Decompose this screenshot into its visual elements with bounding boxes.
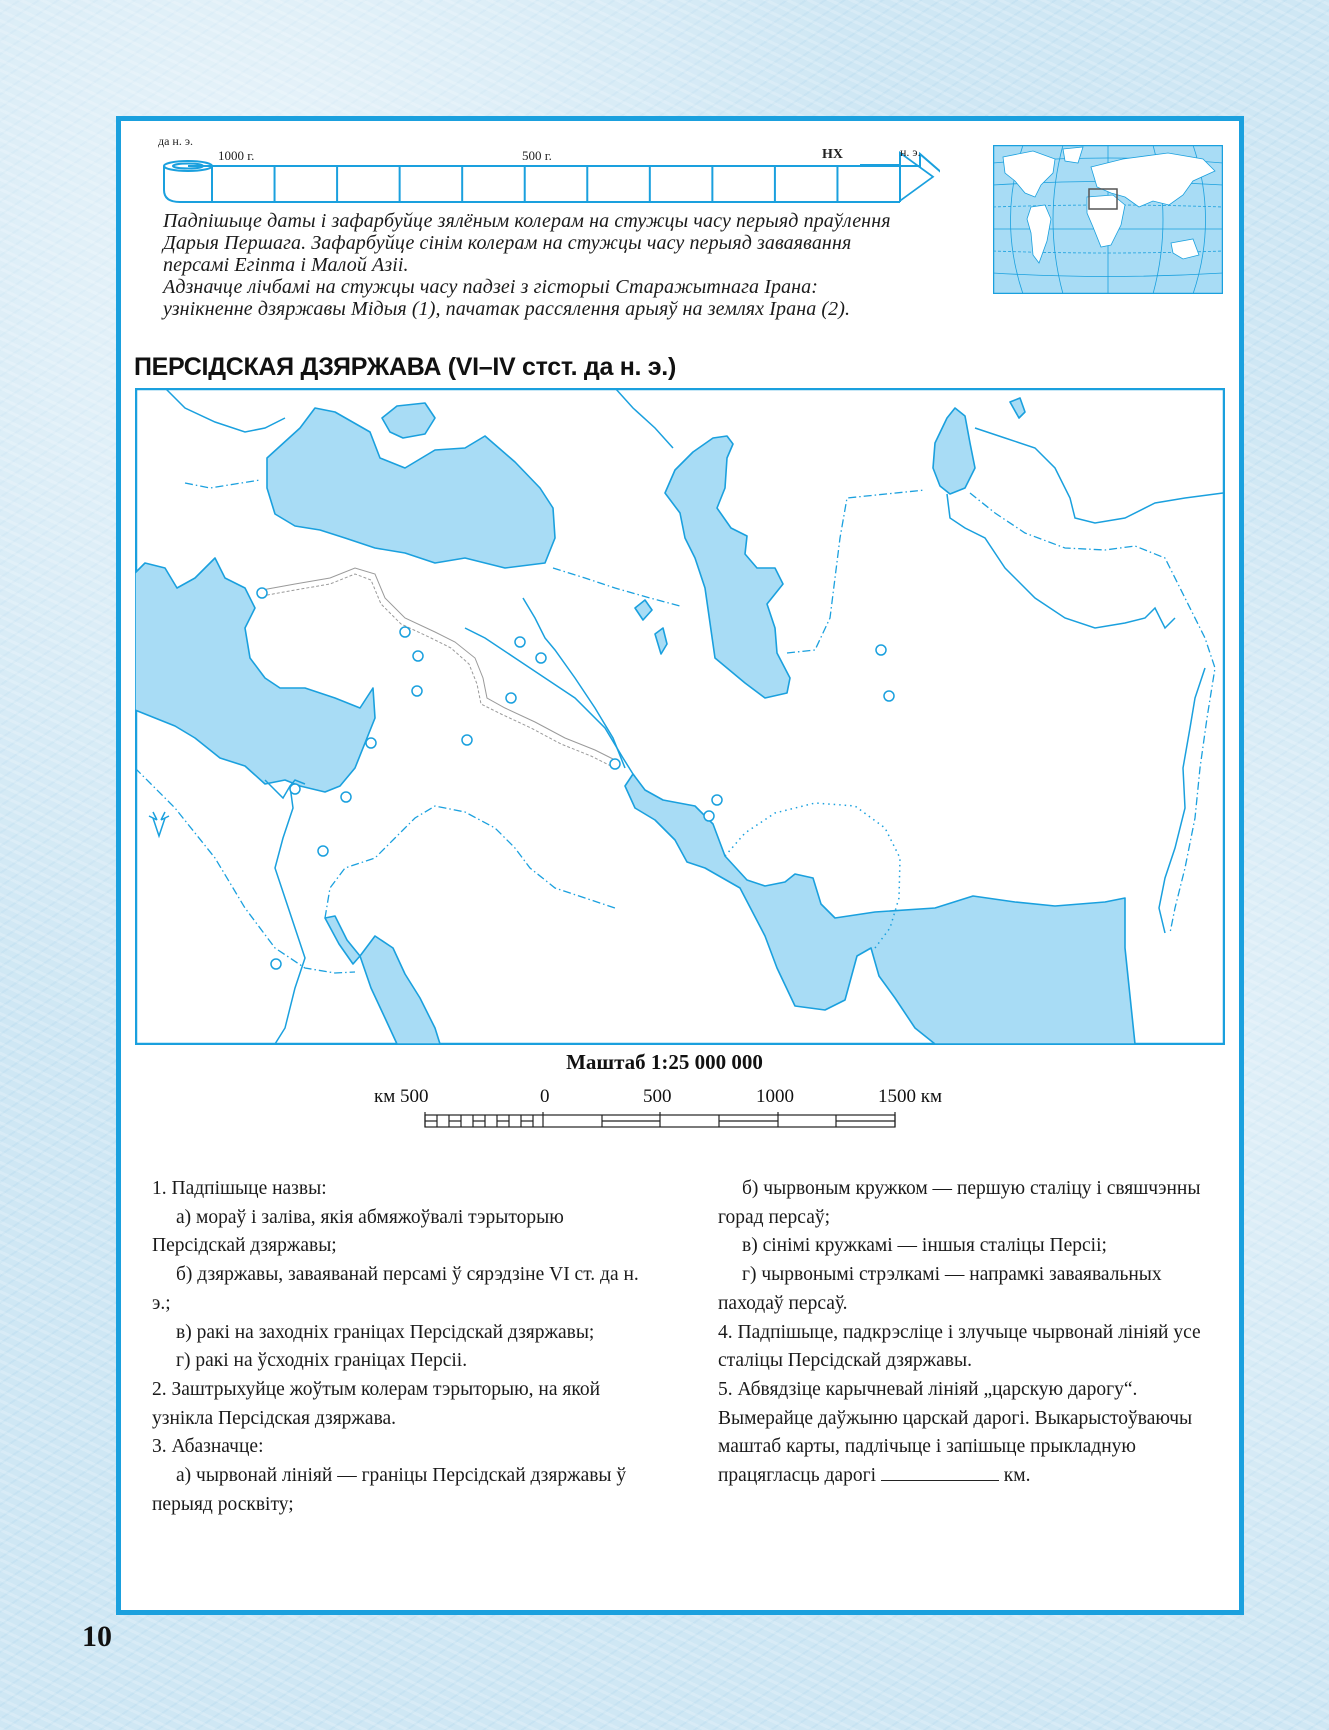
timeline-instructions	[163, 210, 903, 320]
city-marker[interactable]	[515, 637, 525, 647]
city-marker[interactable]	[341, 792, 351, 802]
timeline-end-label: н. э.	[900, 145, 921, 159]
scale-label-1000: 1000	[756, 1086, 794, 1107]
scale-label-500: 500	[643, 1086, 672, 1107]
city-marker[interactable]	[536, 653, 546, 663]
city-marker[interactable]	[462, 735, 472, 745]
city-marker[interactable]	[271, 959, 281, 969]
task-5: 5. Абвядзіце карычневай лініяй „царскую дарогу“. Вымерайце даўжыню царскай дарогі. Выкарыстоўваючы маштаб карты, падлічыце і запішыце прыкладную працягласць дарогі	[718, 1378, 1193, 1487]
task-1: 1. Падпішыце назвы:	[152, 1178, 327, 1199]
instruction-paragraph-1: Падпішыце даты і зафарбуйце зялёным колерам на стужцы часу перыяд праўлення Дарыя Першага. Зафарбуйце сінім колерам на стужцы часу перыяд заваявання персамі Егіпта і Малой Азіі.	[163, 210, 891, 276]
city-marker[interactable]	[400, 627, 410, 637]
scale-label-1500-km: 1500 км	[878, 1086, 943, 1107]
task-3a: а) чырвонай лініяй — граніцы Персідскай дзяржавы ў перыяд росквіту;	[152, 1465, 627, 1515]
tasks-column-left	[152, 1175, 652, 1519]
page-number: 10	[82, 1620, 112, 1653]
task-5-unit: км.	[1003, 1465, 1031, 1487]
timeline-tick-1000: 1000 г.	[218, 148, 255, 163]
city-marker[interactable]	[876, 645, 886, 655]
task-1b: б) дзяржавы, заваяванай персамі ў сярэдзіне VI ст. да н. э.;	[152, 1264, 639, 1314]
city-marker[interactable]	[366, 738, 376, 748]
task-1c: в) ракі на заходніх граніцах Персідскай дзяржавы;	[176, 1321, 595, 1343]
persian-empire-contour-map	[135, 388, 1225, 1045]
city-marker[interactable]	[610, 759, 620, 769]
task-3b: б) чырвоным кружком — першую сталіцу і свяшчэнны горад персаў;	[718, 1178, 1201, 1228]
task-1a: а) мораў і заліва, якія абмяжоўвалі тэрыторыю Персідскай дзяржавы;	[152, 1206, 564, 1257]
timeline-era-marker: НХ	[822, 147, 843, 162]
task-1d: г) ракі на ўсходніх граніцах Персіі.	[176, 1350, 468, 1372]
city-marker[interactable]	[413, 651, 423, 661]
scale-bar	[420, 1112, 900, 1132]
map-title: ПЕРСІДСКАЯ ДЗЯРЖАВА (VI–IV стст. да н. э.)	[134, 353, 676, 381]
instruction-paragraph-2: Адзначце лічбамі на стужцы часу падзеі з гісторыі Старажытнага Ірана: узнікненне дзяржавы Мідыя (1), пачатак рассялення арыяў на землях Ірана (2).	[163, 276, 851, 320]
scale-label-zero: 0	[540, 1086, 550, 1107]
city-marker[interactable]	[704, 811, 714, 821]
timeline-start-label: да н. э.	[158, 134, 194, 148]
city-marker[interactable]	[257, 588, 267, 598]
task-2: 2. Заштрыхуйце жоўтым колерам тэрыторыю, на якой узнікла Персідская дзяржава.	[152, 1378, 601, 1429]
road-length-answer-blank[interactable]	[881, 1462, 999, 1481]
task-5-container	[718, 1376, 1208, 1491]
timeline-tick-500: 500 г.	[522, 148, 552, 163]
city-marker[interactable]	[884, 691, 894, 701]
scale-label-km500-left: км 500	[374, 1086, 429, 1107]
task-3c: в) сінімі кружкамі — іншыя сталіцы Персіі;	[742, 1235, 1107, 1257]
city-marker[interactable]	[318, 846, 328, 856]
task-3: 3. Абазначце:	[152, 1436, 264, 1458]
task-4: 4. Падпішыце, падкрэсліце і злучыце чырвонай лініяй усе сталіцы Персідскай дзяржавы.	[718, 1321, 1201, 1372]
task-3d: г) чырвонымі стрэлкамі — напрамкі заваявальных паходаў персаў.	[718, 1264, 1162, 1314]
city-marker[interactable]	[712, 795, 722, 805]
world-locator-map	[993, 145, 1223, 294]
map-scale-title: Маштаб 1:25 000 000	[566, 1050, 763, 1074]
timeline	[158, 134, 940, 210]
city-marker[interactable]	[506, 693, 516, 703]
city-marker[interactable]	[412, 686, 422, 696]
tasks-column-right	[718, 1175, 1208, 1491]
city-marker[interactable]	[290, 784, 300, 794]
